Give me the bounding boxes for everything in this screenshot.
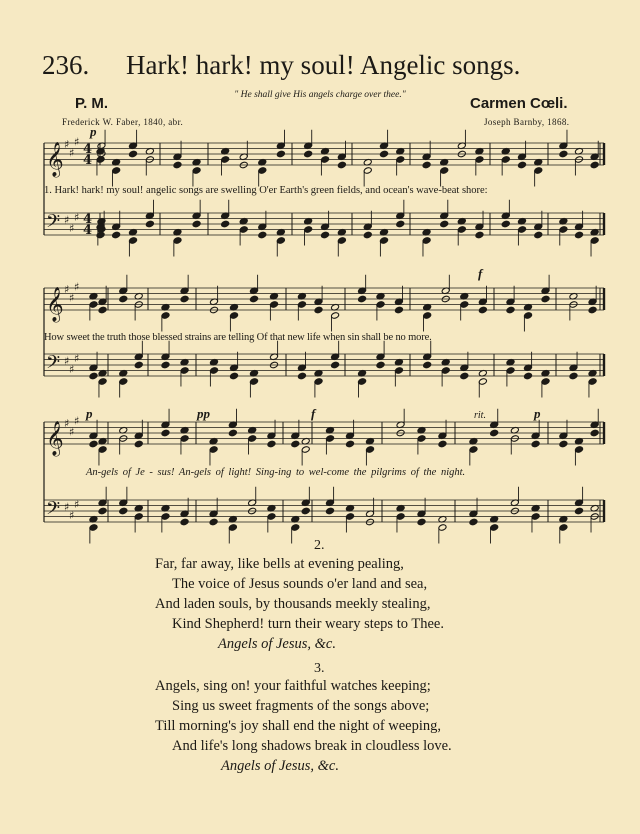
note-head xyxy=(376,301,385,308)
time-signature: 4 xyxy=(83,223,93,238)
dynamic-mark: p xyxy=(534,406,541,421)
note-head xyxy=(337,237,346,244)
note-head xyxy=(575,231,584,238)
note-head xyxy=(180,435,189,442)
sharp-icon: ♯ xyxy=(74,280,80,294)
note-head xyxy=(210,367,219,374)
note-head xyxy=(192,220,201,227)
note-head xyxy=(173,161,182,168)
note-head xyxy=(276,150,285,157)
note-head xyxy=(478,306,487,313)
note-head xyxy=(161,312,170,319)
sharp-icon: ♯ xyxy=(74,497,80,511)
note-head xyxy=(501,220,510,227)
note-head xyxy=(209,446,218,453)
sharp-icon: ♯ xyxy=(69,221,75,235)
tune-name: Carmen Cœli. xyxy=(470,95,568,112)
sharp-icon: ♯ xyxy=(69,425,75,439)
note-head xyxy=(119,507,128,514)
note-head xyxy=(422,237,431,244)
note-head xyxy=(376,361,385,368)
verse-line: And laden souls, by thousands meekly stealing, xyxy=(155,596,431,612)
verse-number: 2. xyxy=(314,538,325,553)
note-head xyxy=(276,237,285,244)
note-head xyxy=(291,524,300,531)
note-head xyxy=(475,231,484,238)
treble-clef-icon: 𝄞 xyxy=(46,142,64,177)
note-head xyxy=(506,306,515,313)
composer-credit: Joseph Barnby, 1868. xyxy=(484,117,570,127)
note-head xyxy=(518,226,527,233)
note-head xyxy=(396,156,405,163)
note-head xyxy=(248,435,257,442)
sharp-icon: ♯ xyxy=(74,210,80,224)
note-head xyxy=(192,167,201,174)
tempo-mark: rit. xyxy=(474,410,486,421)
note-head xyxy=(301,507,310,514)
sharp-icon: ♯ xyxy=(69,146,75,160)
verse-number: 3. xyxy=(314,661,325,676)
lyric-line-1: 1. Hark! hark! my soul! angelic songs are swelling O'er Earth's green fields, and ocean's wave-beat shore: xyxy=(44,185,488,196)
note-head xyxy=(524,312,533,319)
note-head xyxy=(366,446,375,453)
note-head xyxy=(588,306,597,313)
note-head xyxy=(501,156,510,163)
note-head xyxy=(304,226,313,233)
note-head xyxy=(89,524,98,531)
note-head xyxy=(440,220,449,227)
note-head xyxy=(460,301,469,308)
note-head xyxy=(326,435,335,442)
meter: P. M. xyxy=(75,95,109,112)
note-head xyxy=(239,226,248,233)
note-head xyxy=(291,440,300,447)
note-head xyxy=(559,150,568,157)
note-head xyxy=(89,372,98,379)
note-head xyxy=(209,518,218,525)
hymn-title: Hark! hark! my soul! Angelic songs. xyxy=(126,50,521,80)
sharp-icon: ♯ xyxy=(64,354,70,368)
note-head xyxy=(394,367,403,374)
note-head xyxy=(89,301,98,308)
note-head xyxy=(145,220,154,227)
note-head xyxy=(230,312,239,319)
note-head xyxy=(469,446,478,453)
bass-clef-icon: 𝄢 xyxy=(46,498,61,524)
note-head xyxy=(440,167,449,174)
note-head xyxy=(531,440,540,447)
note-head xyxy=(417,435,426,442)
note-head xyxy=(304,150,313,157)
note-head xyxy=(326,507,335,514)
note-head xyxy=(129,150,138,157)
note-head xyxy=(380,150,389,157)
verse-line: Till morning's joy shall end the night of weeping, xyxy=(155,718,442,734)
note-head xyxy=(363,167,372,174)
note-head xyxy=(541,295,550,302)
note-head xyxy=(346,513,355,520)
verse-line: Sing us sweet fragments of the songs above; xyxy=(172,698,430,714)
note-head xyxy=(590,161,599,168)
note-head xyxy=(98,378,107,385)
verse-line: Kind Shepherd! turn their weary steps to Thee. xyxy=(172,616,444,632)
note-head xyxy=(506,367,515,374)
note-head xyxy=(590,429,599,436)
bass-clef-icon: 𝄢 xyxy=(46,211,61,237)
chorus-reference: Angels of Jesus, &c. xyxy=(221,758,339,774)
note-head xyxy=(559,524,568,531)
note-head xyxy=(314,378,323,385)
note-head xyxy=(250,295,259,302)
note-head xyxy=(363,231,372,238)
note-head xyxy=(396,220,405,227)
note-head xyxy=(358,378,367,385)
note-head xyxy=(569,372,578,379)
verse-line: And life's long shadows break in cloudless love. xyxy=(172,738,452,754)
hymn-number: 236. xyxy=(42,50,90,80)
author-credit: Frederick W. Faber, 1840, abr. xyxy=(62,117,184,127)
note-head xyxy=(531,513,540,520)
note-head xyxy=(438,440,447,447)
sharp-icon: ♯ xyxy=(69,291,75,305)
sharp-icon: ♯ xyxy=(64,138,70,151)
note-head xyxy=(161,429,170,436)
note-head xyxy=(161,361,170,368)
note-head xyxy=(258,167,267,174)
sharp-icon: ♯ xyxy=(64,417,70,430)
treble-clef-icon: 𝄞 xyxy=(46,421,64,456)
note-head xyxy=(541,378,550,385)
note-head xyxy=(534,231,543,238)
sharp-icon: ♯ xyxy=(74,414,80,428)
note-head xyxy=(250,378,259,385)
note-head xyxy=(422,161,431,168)
note-head xyxy=(460,372,469,379)
verse-line: Far, far away, like bells at evening pealing, xyxy=(155,556,404,572)
note-head xyxy=(134,361,143,368)
time-signature: 4 xyxy=(83,153,93,168)
sharp-icon: ♯ xyxy=(74,351,80,365)
note-head xyxy=(331,361,340,368)
note-head xyxy=(258,231,267,238)
note-head xyxy=(337,161,346,168)
note-head xyxy=(475,156,484,163)
note-head xyxy=(331,312,340,319)
note-head xyxy=(396,513,405,520)
sharp-icon: ♯ xyxy=(64,500,70,514)
note-head xyxy=(112,167,121,174)
note-head xyxy=(301,446,310,453)
verse-line: The voice of Jesus sounds o'er land and sea, xyxy=(172,576,428,592)
note-head xyxy=(518,161,527,168)
note-head xyxy=(221,220,230,227)
note-head xyxy=(478,378,487,385)
dynamic-mark: pp xyxy=(197,406,210,421)
time-signature: 4 xyxy=(83,212,93,227)
note-head xyxy=(297,301,306,308)
note-head xyxy=(441,367,450,374)
note-head xyxy=(180,518,189,525)
dynamic-mark: p xyxy=(90,124,97,139)
note-head xyxy=(180,367,189,374)
note-head xyxy=(524,372,533,379)
note-head xyxy=(180,295,189,302)
note-head xyxy=(490,429,499,436)
note-head xyxy=(321,156,330,163)
bass-clef-icon: 𝄢 xyxy=(46,352,61,378)
scripture-quote: " He shall give His angels charge over thee." xyxy=(234,90,406,100)
note-head xyxy=(267,513,276,520)
note-head xyxy=(134,440,143,447)
note-head xyxy=(588,378,597,385)
note-head xyxy=(559,440,568,447)
time-signature: 4 xyxy=(83,142,93,157)
sharp-icon: ♯ xyxy=(64,213,70,227)
sharp-icon: ♯ xyxy=(69,508,75,522)
note-head xyxy=(314,306,323,313)
note-head xyxy=(119,378,128,385)
note-head xyxy=(98,507,107,514)
note-head xyxy=(457,226,466,233)
note-head xyxy=(575,507,584,514)
note-head xyxy=(438,524,447,531)
note-head xyxy=(490,524,499,531)
note-head xyxy=(228,429,237,436)
treble-clef-icon: 𝄞 xyxy=(46,287,64,322)
note-head xyxy=(112,231,121,238)
chorus-reference: Angels of Jesus, &c. xyxy=(218,636,336,652)
note-head xyxy=(98,306,107,313)
note-head xyxy=(134,513,143,520)
note-head xyxy=(221,156,230,163)
lyric-line-2: How sweet the truth those blessed strains are telling Of that new life when sin shall be no more. xyxy=(44,332,432,343)
note-head xyxy=(230,372,239,379)
sharp-icon: ♯ xyxy=(64,283,70,296)
note-head xyxy=(98,446,107,453)
note-head xyxy=(380,237,389,244)
note-head xyxy=(173,237,182,244)
dynamic-mark: f xyxy=(478,266,483,281)
note-head xyxy=(89,440,98,447)
note-head xyxy=(534,167,543,174)
note-head xyxy=(321,231,330,238)
note-head xyxy=(119,295,128,302)
note-head xyxy=(394,306,403,313)
sharp-icon: ♯ xyxy=(69,362,75,376)
note-head xyxy=(559,226,568,233)
dynamic-mark: f xyxy=(311,406,316,421)
note-head xyxy=(423,312,432,319)
note-head xyxy=(129,237,138,244)
note-head xyxy=(346,440,355,447)
note-head xyxy=(161,513,170,520)
verse-line: Angels, sing on! your faithful watches keeping; xyxy=(155,678,431,694)
note-head xyxy=(469,518,478,525)
note-head xyxy=(358,295,367,302)
note-head xyxy=(96,156,105,163)
note-head xyxy=(297,372,306,379)
note-head xyxy=(270,301,279,308)
note-head xyxy=(590,237,599,244)
sharp-icon: ♯ xyxy=(74,135,80,149)
note-head xyxy=(267,440,276,447)
note-head xyxy=(228,524,237,531)
lyric-line-3: An-gels of Je - sus! An-gels of light! Sing-ing to wel-come the pilgrims of the night. xyxy=(86,467,466,478)
note-head xyxy=(423,361,432,368)
note-head xyxy=(417,518,426,525)
dynamic-mark: p xyxy=(86,406,93,421)
note-head xyxy=(575,446,584,453)
